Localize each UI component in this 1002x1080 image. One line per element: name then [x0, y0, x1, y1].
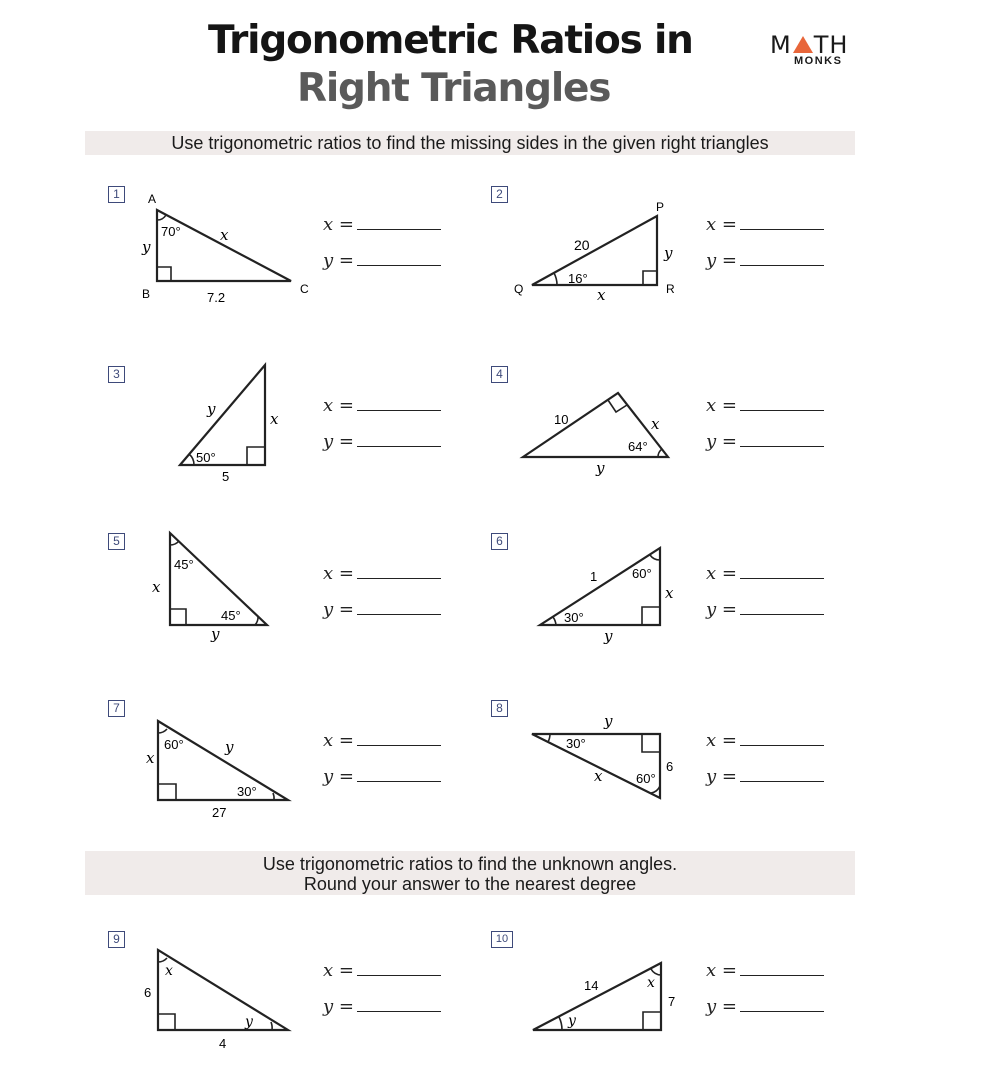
answer-x: x = [706, 563, 824, 584]
answer-block-9 [323, 960, 453, 1020]
answer-x-blank[interactable] [357, 215, 441, 230]
answer-block-2 [706, 214, 836, 274]
answer-x-blank[interactable] [357, 564, 441, 579]
angle-label-bottom: y [568, 1013, 576, 1029]
answer-block-3 [323, 395, 453, 455]
answer-x-blank[interactable] [740, 731, 824, 746]
triangle-figure-10 [525, 955, 675, 1045]
vertex-label-b: B [142, 287, 151, 301]
answer-x-blank[interactable] [740, 215, 824, 230]
logo-triangle-icon [793, 36, 813, 53]
side-label-hyp: 20 [574, 237, 590, 253]
answer-y: y = [706, 996, 824, 1017]
angle-label: 64° [628, 439, 648, 454]
angle-label-bottom: 30° [237, 784, 257, 799]
triangle-figure-3 [170, 355, 290, 490]
answer-block-5 [323, 563, 453, 623]
answer-y-blank[interactable] [357, 432, 441, 447]
logo-subtext: MONKS [794, 55, 843, 67]
instruction-banner-angles [85, 851, 855, 895]
angle-label-bottom: y [245, 1014, 253, 1030]
problem-number-5: 5 [108, 533, 125, 550]
side-label-leg1: 6 [144, 985, 152, 1000]
answer-y: y = [706, 431, 824, 452]
answer-y-blank[interactable] [740, 432, 824, 447]
angle-label: 70° [161, 224, 181, 239]
angle-label-bottom: 60° [636, 771, 656, 786]
side-label-hyp: 14 [584, 978, 599, 993]
problem-number-3: 3 [108, 366, 125, 383]
instruction-text-sides: Use trigonometric ratios to find the missing sides in the given right triangles [171, 133, 769, 153]
side-label-leg2: 4 [219, 1036, 227, 1051]
side-label-leg2: y [211, 625, 220, 643]
answer-x: x = [706, 395, 824, 416]
angle-label-top: 60° [632, 566, 652, 581]
instruction-text-angles-2: Round your answer to the nearest degree [303, 874, 637, 894]
answer-y: y = [323, 250, 441, 271]
answer-y-blank[interactable] [740, 251, 824, 266]
answer-y: y = [706, 250, 824, 271]
side-label-leg1: y [664, 244, 673, 262]
answer-x: x = [323, 214, 441, 235]
side-label-leg2: 27 [212, 805, 227, 820]
triangle-figure-4 [515, 385, 680, 485]
problem-number-4: 4 [491, 366, 508, 383]
answer-x-blank[interactable] [740, 396, 824, 411]
angle-label-bottom: 30° [564, 610, 584, 625]
page-title: Trigonometric Ratios in [208, 18, 693, 63]
problem-number-2: 2 [491, 186, 508, 203]
side-label-1: 10 [554, 412, 569, 427]
problem-number-9: 9 [108, 931, 125, 948]
angle-label: 50° [196, 450, 216, 465]
answer-x-blank[interactable] [357, 961, 441, 976]
answer-y: y = [706, 599, 824, 620]
side-label-leg2: 5 [222, 469, 230, 484]
answer-x: x = [323, 395, 441, 416]
side-label-leg1: y [142, 238, 151, 256]
answer-x-blank[interactable] [740, 564, 824, 579]
problem-number-1: 1 [108, 186, 125, 203]
side-label-hyp: x [594, 767, 603, 785]
answer-block-1 [323, 214, 453, 274]
answer-block-8 [706, 730, 836, 790]
side-label-leg1: x [270, 410, 279, 428]
triangle-figure-8 [520, 710, 685, 810]
triangle-figure-7 [140, 713, 300, 823]
side-label-leg1: x [146, 749, 155, 767]
problem-number-10: 10 [491, 931, 513, 948]
problem-number-6: 6 [491, 533, 508, 550]
side-label-2: x [651, 415, 660, 433]
answer-y-blank[interactable] [740, 997, 824, 1012]
side-label-leg2: 7.2 [207, 290, 226, 305]
logo-text-right: TH [813, 31, 849, 59]
angle-label-top: x [165, 963, 173, 979]
answer-x-blank[interactable] [357, 731, 441, 746]
angle-label-left: 30° [566, 736, 586, 751]
answer-y: y = [323, 996, 441, 1017]
answer-y-blank[interactable] [357, 600, 441, 615]
angle-label: 16° [568, 271, 588, 286]
vertex-label-p: P [656, 200, 665, 214]
answer-x: x = [323, 730, 441, 751]
side-label-leg2: x [597, 286, 606, 304]
triangle-figure-5 [145, 525, 280, 650]
math-monks-logo [770, 31, 852, 71]
problem-number-7: 7 [108, 700, 125, 717]
side-label-leg1: x [152, 578, 161, 596]
answer-x: x = [706, 960, 824, 981]
answer-block-7 [323, 730, 453, 790]
answer-x-blank[interactable] [740, 961, 824, 976]
logo-text-left: M [770, 31, 792, 59]
instruction-text-angles-1: Use trigonometric ratios to find the unknown angles. [262, 854, 678, 874]
side-label-hyp: y [225, 738, 234, 756]
answer-x: x = [323, 960, 441, 981]
angle-label-top: x [647, 975, 655, 991]
answer-x-blank[interactable] [357, 396, 441, 411]
answer-x: x = [706, 214, 824, 235]
answer-y: y = [323, 766, 441, 787]
side-label-leg2: 6 [666, 759, 674, 774]
triangle-figure-9 [135, 940, 300, 1055]
angle-label-bottom: 45° [221, 608, 241, 623]
triangle-figure-2 [510, 196, 690, 311]
answer-y-blank[interactable] [740, 600, 824, 615]
answer-y-blank[interactable] [357, 767, 441, 782]
answer-y-blank[interactable] [357, 251, 441, 266]
side-label-leg1: y [604, 712, 613, 730]
side-label-leg2: y [604, 627, 613, 645]
side-label-leg1: 7 [668, 994, 675, 1009]
problem-number-8: 8 [491, 700, 508, 717]
vertex-label-c: C [300, 282, 309, 296]
triangle-figure-1 [130, 185, 320, 310]
angle-label-top: 45° [174, 557, 194, 572]
instruction-banner-sides [85, 131, 855, 155]
answer-y-blank[interactable] [357, 997, 441, 1012]
answer-y: y = [323, 599, 441, 620]
page-subtitle: Right Triangles [297, 66, 611, 111]
side-label-hyp: 1 [590, 569, 598, 584]
vertex-label-r: R [666, 282, 675, 296]
side-label-hyp: x [220, 226, 229, 244]
answer-y-blank[interactable] [740, 767, 824, 782]
side-label-hyp: y [207, 400, 216, 418]
answer-block-4 [706, 395, 836, 455]
side-label-leg1: x [665, 584, 674, 602]
answer-x: x = [323, 563, 441, 584]
answer-y: y = [323, 431, 441, 452]
side-label-3: y [596, 459, 605, 477]
vertex-label-a: A [148, 192, 157, 206]
answer-y: y = [706, 766, 824, 787]
answer-x: x = [706, 730, 824, 751]
triangle-figure-6 [530, 540, 685, 650]
vertex-label-q: Q [514, 282, 524, 296]
answer-block-6 [706, 563, 836, 623]
answer-block-10 [706, 960, 836, 1020]
angle-label-top: 60° [164, 737, 184, 752]
